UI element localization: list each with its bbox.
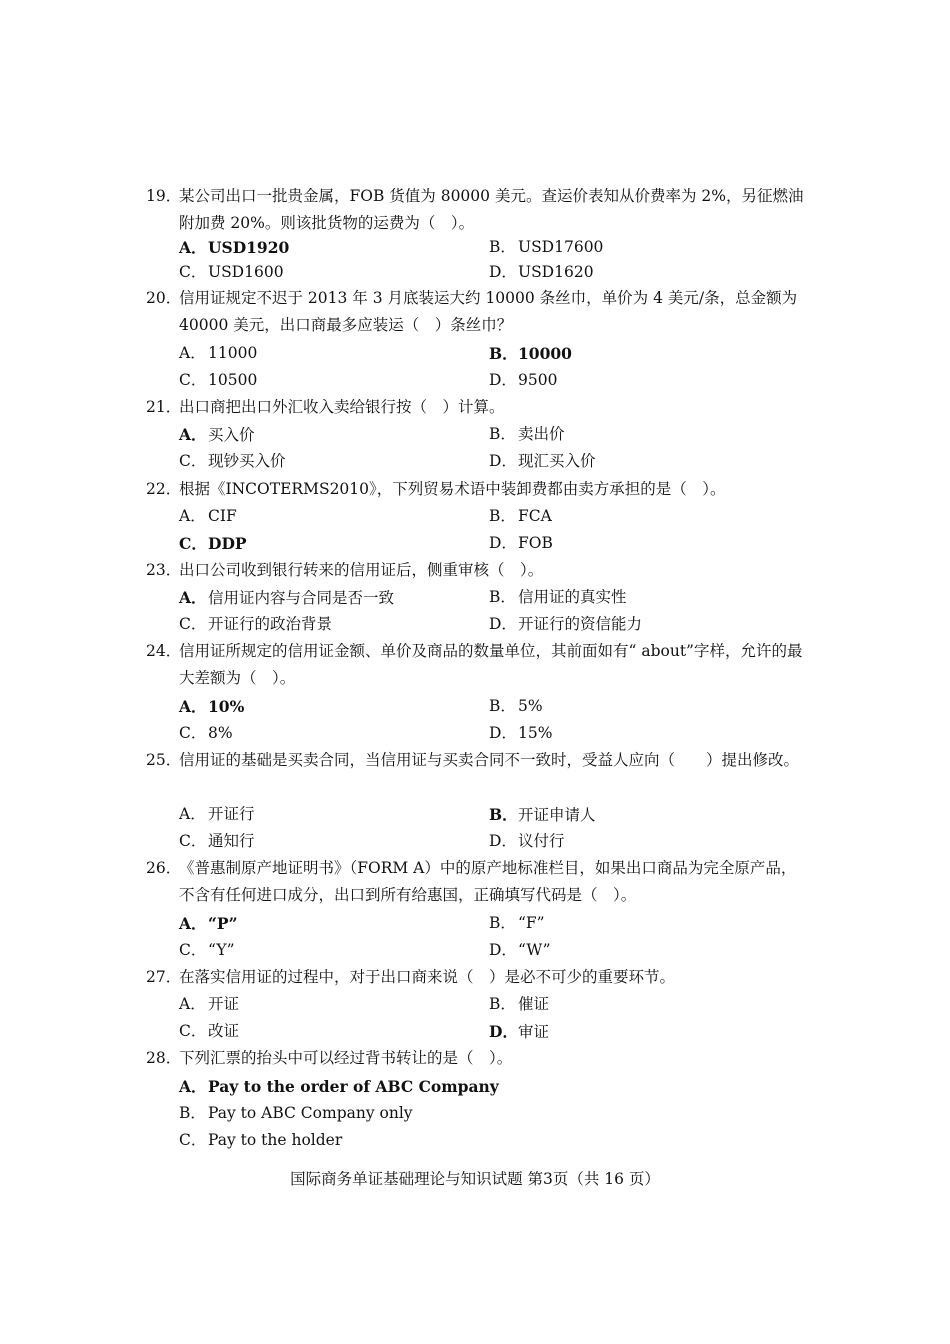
question-20 bbox=[146, 285, 810, 339]
option-c bbox=[179, 259, 284, 286]
option-text: 开证申请人 bbox=[518, 806, 596, 824]
question-stem: 《普惠制原产地证明书》（FORM A）中的原产地标准栏目，如果出口商品为完全原产品，不含有任何进口成分，出口到所有给惠国，正确填写代码是（ ）。 bbox=[179, 859, 797, 905]
option-text: 8% bbox=[208, 724, 233, 742]
option-letter: C． bbox=[179, 371, 207, 389]
option-a bbox=[179, 1073, 499, 1100]
option-letter: C． bbox=[179, 1131, 207, 1149]
option-letter: B． bbox=[489, 805, 518, 824]
option-a bbox=[179, 340, 257, 367]
question-stem: 出口公司收到银行转来的信用证后，侧重审核（ ）。 bbox=[179, 561, 544, 579]
option-c bbox=[179, 1127, 342, 1154]
option-letter: C． bbox=[179, 534, 207, 553]
option-text: Pay to the order of ABC Company bbox=[208, 1077, 499, 1096]
question-27 bbox=[146, 964, 810, 991]
option-a bbox=[179, 693, 244, 720]
option-d bbox=[489, 937, 551, 964]
question-stem: 信用证所规定的信用证金额、单价及商品的数量单位，其前面如有“ about”字样，允许的最大差额为（ ）。 bbox=[179, 642, 803, 688]
option-text: 审证 bbox=[518, 1023, 550, 1041]
option-a bbox=[179, 421, 255, 449]
option-text: 10000 bbox=[518, 344, 572, 363]
option-text: “F” bbox=[518, 914, 545, 932]
option-b bbox=[489, 584, 627, 611]
option-letter: A． bbox=[179, 697, 207, 716]
option-text: USD17600 bbox=[518, 238, 604, 256]
option-a bbox=[179, 801, 255, 828]
option-c bbox=[179, 1018, 239, 1045]
option-b bbox=[489, 991, 549, 1018]
option-letter: D． bbox=[489, 941, 517, 959]
page-footer: 国际商务单证基础理论与知识试题 第3页（共 16 页） bbox=[290, 1170, 660, 1188]
question-stem: 在落实信用证的过程中，对于出口商来说（ ）是必不可少的重要环节。 bbox=[179, 968, 676, 986]
option-letter: B． bbox=[489, 507, 516, 525]
question-number: 19． bbox=[146, 187, 182, 205]
option-text: DDP bbox=[208, 534, 247, 553]
option-letter: B． bbox=[489, 588, 516, 606]
option-letter: D． bbox=[489, 263, 517, 281]
option-text: “Y” bbox=[208, 941, 235, 959]
option-letter: D． bbox=[489, 724, 517, 742]
option-text: FOB bbox=[518, 534, 553, 552]
option-a bbox=[179, 503, 237, 530]
question-stem: 下列汇票的抬头中可以经过背书转让的是（ ）。 bbox=[179, 1049, 513, 1067]
option-text: “P” bbox=[208, 914, 238, 933]
option-b bbox=[489, 421, 565, 448]
option-c bbox=[179, 720, 233, 747]
option-d bbox=[489, 720, 552, 747]
option-letter: B． bbox=[489, 995, 516, 1013]
option-text: 11000 bbox=[208, 344, 258, 362]
option-b bbox=[489, 340, 572, 367]
option-letter: A． bbox=[179, 344, 206, 362]
option-text: 开证 bbox=[208, 995, 240, 1013]
question-26 bbox=[146, 855, 810, 909]
option-letter: D． bbox=[489, 832, 517, 850]
question-stem: 某公司出口一批贵金属，FOB 货值为 80000 美元。查运价表知从价费率为 2%，另征燃油附加费 20%。则该批货物的运费为（ ）。 bbox=[179, 187, 804, 233]
option-c bbox=[179, 611, 332, 638]
option-letter: B． bbox=[489, 425, 516, 443]
option-letter: C． bbox=[179, 263, 207, 281]
option-c bbox=[179, 937, 235, 964]
question-25 bbox=[146, 747, 810, 774]
question-number: 26． bbox=[146, 859, 182, 877]
option-d bbox=[489, 259, 594, 286]
option-text: 催证 bbox=[518, 995, 550, 1013]
option-text: 现钞买入价 bbox=[208, 452, 286, 470]
option-letter: A． bbox=[179, 425, 207, 444]
option-b bbox=[489, 503, 552, 530]
option-text: 9500 bbox=[518, 371, 558, 389]
option-text: 卖出价 bbox=[518, 425, 565, 443]
option-letter: A． bbox=[179, 1077, 207, 1096]
option-d bbox=[489, 828, 565, 855]
option-letter: B． bbox=[489, 914, 516, 932]
option-text: Pay to the holder bbox=[208, 1131, 343, 1149]
option-a bbox=[179, 234, 289, 261]
option-text: 买入价 bbox=[208, 426, 255, 444]
question-21 bbox=[146, 394, 810, 421]
question-number: 24． bbox=[146, 642, 182, 660]
question-24 bbox=[146, 638, 810, 692]
option-d bbox=[489, 611, 642, 638]
option-text: USD1920 bbox=[208, 238, 290, 257]
option-a bbox=[179, 584, 394, 612]
option-letter: A． bbox=[179, 914, 207, 933]
option-d bbox=[489, 1018, 549, 1046]
option-text: 5% bbox=[518, 697, 543, 715]
option-letter: C． bbox=[179, 832, 207, 850]
option-text: 15% bbox=[518, 724, 553, 742]
option-letter: C． bbox=[179, 452, 207, 470]
question-23 bbox=[146, 557, 810, 584]
question-number: 21． bbox=[146, 398, 182, 416]
option-text: 现汇买入价 bbox=[518, 452, 596, 470]
option-text: FCA bbox=[518, 507, 552, 525]
option-letter: A． bbox=[179, 805, 206, 823]
option-text: 10% bbox=[208, 697, 245, 716]
option-b bbox=[489, 234, 603, 261]
option-letter: B． bbox=[489, 697, 516, 715]
option-c bbox=[179, 448, 286, 475]
option-b bbox=[489, 801, 596, 829]
option-d bbox=[489, 530, 553, 557]
option-letter: B． bbox=[489, 344, 518, 363]
option-letter: A． bbox=[179, 507, 206, 525]
question-number: 23． bbox=[146, 561, 182, 579]
option-c bbox=[179, 367, 257, 394]
question-stem: 信用证规定不迟于 2013 年 3 月底装运大约 10000 条丝巾，单价为 4 美元/条，总金额为 40000 美元，出口商最多应装运（ ）条丝巾？ bbox=[179, 289, 798, 335]
question-number: 25． bbox=[146, 751, 182, 769]
option-letter: C． bbox=[179, 724, 207, 742]
option-letter: B． bbox=[179, 1104, 206, 1122]
option-letter: A． bbox=[179, 238, 207, 257]
option-letter: B． bbox=[489, 238, 516, 256]
option-b bbox=[179, 1100, 413, 1127]
option-text: 改证 bbox=[208, 1022, 240, 1040]
option-text: 议付行 bbox=[518, 832, 565, 850]
question-19 bbox=[146, 183, 810, 237]
option-text: Pay to ABC Company only bbox=[208, 1104, 413, 1122]
option-b bbox=[489, 693, 543, 720]
option-text: USD1600 bbox=[208, 263, 284, 281]
option-c bbox=[179, 828, 255, 855]
question-number: 22． bbox=[146, 480, 182, 498]
option-letter: C． bbox=[179, 615, 207, 633]
option-text: 开证行 bbox=[208, 805, 255, 823]
question-28 bbox=[146, 1045, 810, 1072]
option-text: USD1620 bbox=[518, 263, 594, 281]
option-letter: C． bbox=[179, 941, 207, 959]
option-letter: A． bbox=[179, 995, 206, 1013]
option-text: 通知行 bbox=[208, 832, 255, 850]
option-letter: D． bbox=[489, 452, 517, 470]
option-text: CIF bbox=[208, 507, 237, 525]
option-letter: D． bbox=[489, 534, 517, 552]
option-d bbox=[489, 367, 557, 394]
question-number: 28． bbox=[146, 1049, 182, 1067]
option-a bbox=[179, 910, 238, 937]
option-letter: D． bbox=[489, 1022, 518, 1041]
question-stem: 出口商把出口外汇收入卖给银行按（ ）计算。 bbox=[179, 398, 505, 416]
option-c bbox=[179, 530, 247, 557]
question-stem: 信用证的基础是买卖合同，当信用证与买卖合同不一致时，受益人应向（ ）提出修改。 bbox=[179, 751, 800, 769]
question-number: 27． bbox=[146, 968, 182, 986]
option-letter: A． bbox=[179, 588, 207, 607]
question-22 bbox=[146, 476, 810, 503]
option-text: 开证行的资信能力 bbox=[518, 615, 643, 633]
option-text: 开证行的政治背景 bbox=[208, 615, 333, 633]
option-text: 10500 bbox=[208, 371, 258, 389]
question-number: 20． bbox=[146, 289, 182, 307]
option-d bbox=[489, 448, 596, 475]
option-text: “W” bbox=[518, 941, 551, 959]
option-letter: C． bbox=[179, 1022, 207, 1040]
option-text: 信用证的真实性 bbox=[518, 588, 627, 606]
option-letter: D． bbox=[489, 371, 517, 389]
option-letter: D． bbox=[489, 615, 517, 633]
option-b bbox=[489, 910, 545, 937]
question-stem: 根据《INCOTERMS2010》，下列贸易术语中装卸费都由卖方承担的是（ ）。 bbox=[179, 480, 726, 498]
option-a bbox=[179, 991, 239, 1018]
option-text: 信用证内容与合同是否一致 bbox=[208, 589, 395, 607]
